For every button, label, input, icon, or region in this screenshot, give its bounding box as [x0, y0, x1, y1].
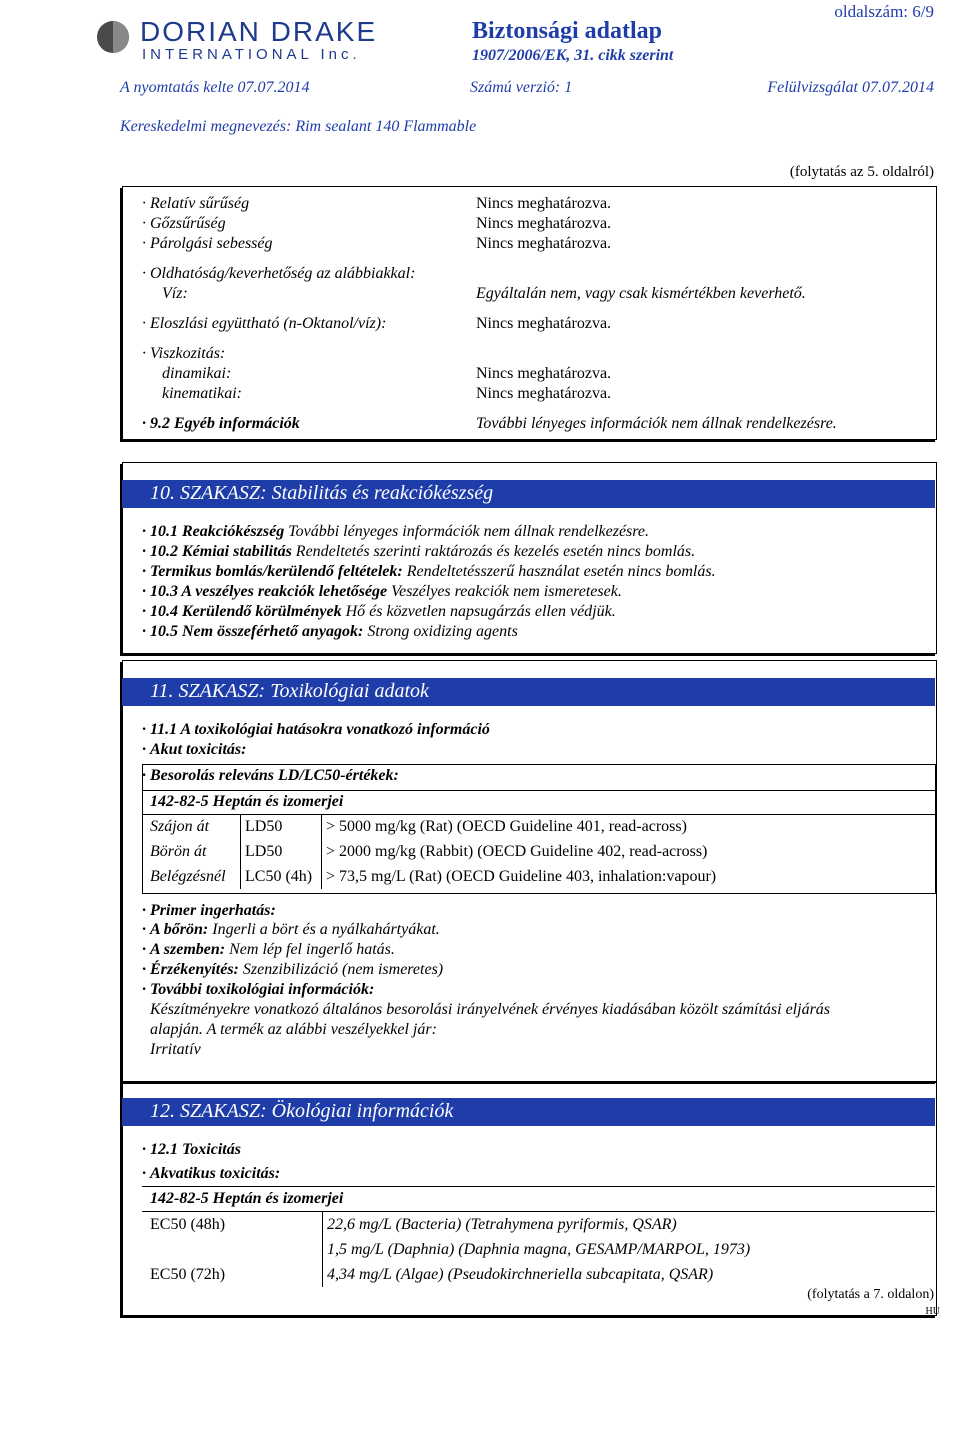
print-date: A nyomtatás kelte 07.07.2014 — [120, 79, 310, 96]
page-number: oldalszám: 6/9 — [834, 2, 934, 21]
tox-substance: 142-82-5 Heptán és izomerjei — [150, 793, 344, 810]
logo-text: DORIAN DRAKE — [140, 16, 378, 47]
table-row: Szájon át LD50 > 5000 mg/kg (Rat) (OECD Guideline 401, read-across) — [146, 814, 720, 839]
document-title: Biztonsági adatlap — [472, 18, 663, 44]
further-tox-text-3: Irritatív — [150, 1041, 201, 1058]
eye-line: · A szemben: Nem lép fel ingerlő hatás. — [142, 940, 395, 959]
skin-line: · A bőrön: Ingerli a bört és a nyálkahártyákat. — [142, 920, 440, 939]
logo-mark-icon — [96, 20, 130, 54]
further-tox-text-1: Készítményekre vonatkozó általános besorolási irányelvének érvényes kiadásában közölt számítási eljárás — [150, 1001, 831, 1018]
version-number: Számú verzió: 1 — [470, 79, 573, 96]
toxicity-label: · 12.1 Toxicitás — [142, 1140, 241, 1159]
classification-label: · Besorolás releváns LD/LC50-értékek: — [142, 766, 399, 785]
table-row: Belégzésnél LC50 (4h) > 73,5 mg/L (Rat) (OECD Guideline 403, inhalation:vapour) — [146, 864, 720, 889]
hazardous-reactions-line: · 10.3 A veszélyes reakciók lehetősége Veszélyes reakciók nem ismeretesek. — [142, 582, 622, 601]
ld50-table — [146, 814, 720, 889]
ec50-table — [146, 1212, 754, 1287]
section-10-title: 10. SZAKASZ: Stabilitás és reakciókészség — [150, 482, 494, 504]
trade-name: Kereskedelmi megnevezés: Rim sealant 140 Flammable — [120, 118, 477, 135]
document-subtitle: 1907/2006/EK, 31. cikk szerint — [472, 47, 674, 64]
acute-toxicity-label: · Akut toxicitás: — [142, 740, 246, 759]
table-row: EC50 (72h) 4,34 mg/L (Algae) (Pseudokirchneriella subcapitata, QSAR) — [146, 1262, 754, 1287]
table-row: EC50 (48h) 22,6 mg/L (Bacteria) (Tetrahymena pyriformis, QSAR) — [146, 1212, 754, 1237]
further-tox-label: · További toxikológiai információk: — [142, 980, 374, 999]
section-12-header — [122, 1098, 935, 1126]
continued-on: (folytatás a 7. oldalon) — [807, 1287, 934, 1302]
incompatible-materials-line: · 10.5 Nem összeférhető anyagok: Strong oxidizing agents — [142, 622, 518, 641]
eco-substance: 142-82-5 Heptán és izomerjei — [150, 1190, 344, 1207]
conditions-to-avoid-line: · 10.4 Kerülendő körülmények Hő és közvetlen napsugárzás ellen védjük. — [142, 602, 616, 621]
continued-from: (folytatás az 5. oldalról) — [789, 164, 934, 180]
sensitisation-line: · Érzékenyítés: Szenzibilizáció (nem ismeretes) — [142, 960, 443, 979]
table-row: Börön át LD50 > 2000 mg/kg (Rabbit) (OECD Guideline 402, read-across) — [146, 839, 720, 864]
company-logo — [96, 14, 378, 64]
logo-subtext: INTERNATIONAL Inc. — [142, 46, 361, 63]
tox-info-label: · 11.1 A toxikológiai hatásokra vonatkozó információ — [142, 720, 490, 739]
revision-date: Felülvizsgálat 07.07.2014 — [767, 79, 934, 96]
thermal-decomposition-line: · Termikus bomlás/kerülendő feltételek: Rendeltetésszerű használat esetén nincs bomlás. — [142, 562, 716, 581]
section-11-title: 11. SZAKASZ: Toxikológiai adatok — [150, 680, 429, 702]
reactivity-line: · 10.1 Reakciókészség További lényeges információk nem állnak rendelkezésre. — [142, 522, 649, 541]
section-10-header — [122, 480, 935, 508]
country-code: HU — [925, 1306, 940, 1317]
section-11-header — [122, 678, 935, 706]
chemical-stability-line: · 10.2 Kémiai stabilitás Rendeltetés szerinti raktározás és kezelés esetén nincs bomlás. — [142, 542, 695, 561]
table-row: 1,5 mg/L (Daphnia) (Daphnia magna, GESAMP/MARPOL, 1973) — [146, 1237, 754, 1262]
section-12-title: 12. SZAKASZ: Ökológiai információk — [150, 1100, 454, 1122]
primary-irritation-label: · Primer ingerhatás: — [142, 901, 276, 920]
aquatic-toxicity-label: · Akvatikus toxicitás: — [142, 1164, 280, 1183]
further-tox-text-2: alapján. A termék az alábbi veszélyekkel jár: — [150, 1021, 437, 1038]
